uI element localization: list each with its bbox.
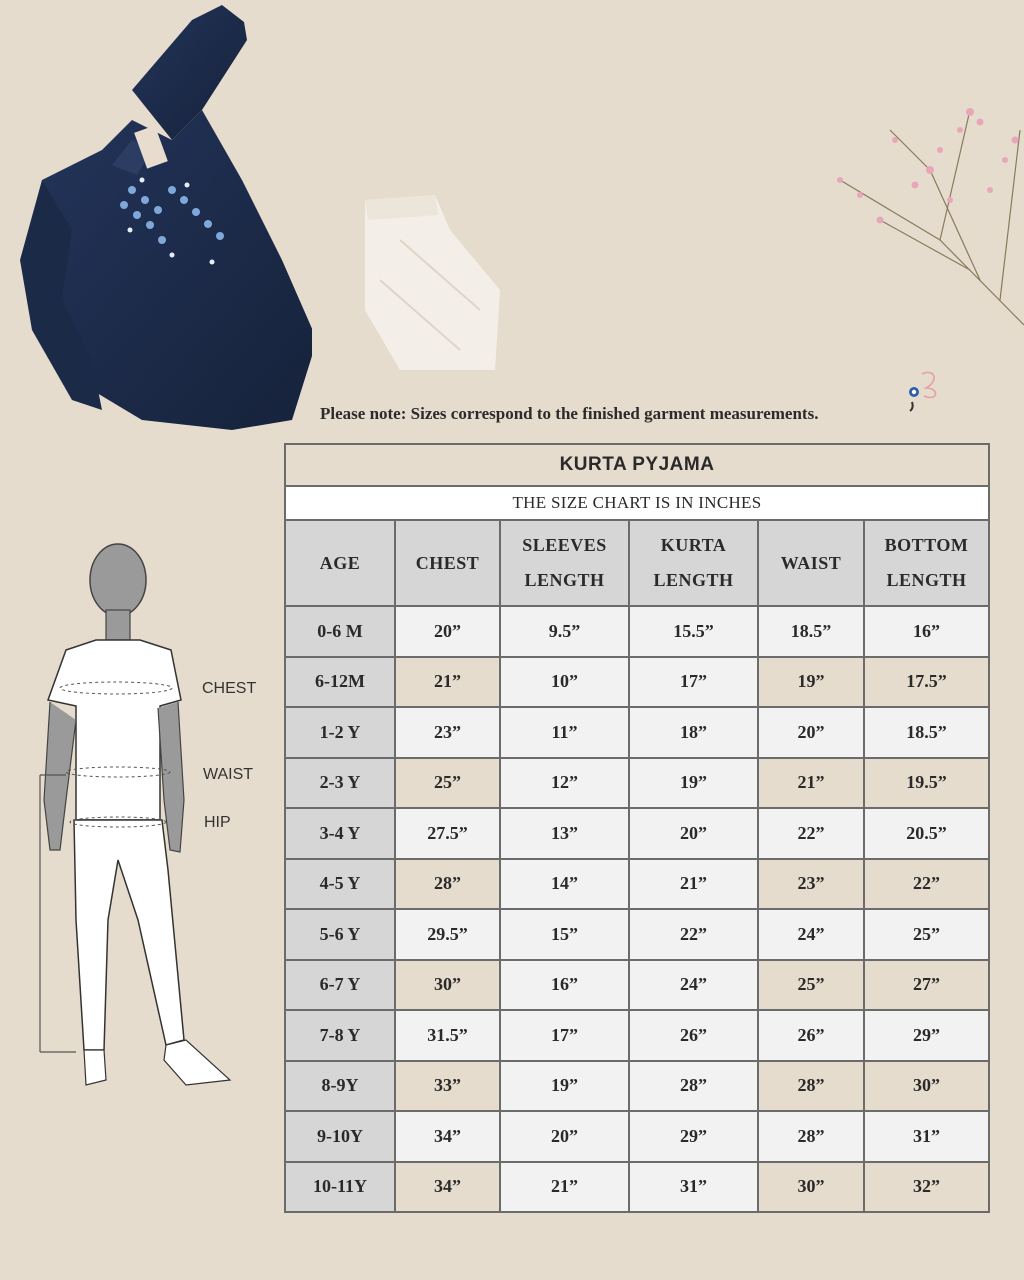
measurement-cell: 21” [758,758,864,809]
column-header [500,520,629,606]
age-cell: 7-8 Y [285,1010,395,1061]
table-header-row [285,520,989,606]
measurement-cell: 20.5” [864,808,989,859]
table-row [285,657,989,708]
measurement-cell: 11” [500,707,629,758]
measurement-cell: 33” [395,1061,500,1112]
measurement-cell: 18.5” [758,606,864,657]
table-row [285,859,989,910]
measurement-cell: 15” [500,909,629,960]
measurement-cell: 34” [395,1162,500,1213]
measurement-cell: 29” [629,1111,758,1162]
measurement-cell: 28” [629,1061,758,1112]
measurement-cell: 14” [500,859,629,910]
measurement-cell: 30” [864,1061,989,1112]
table-row [285,1061,989,1112]
column-header-line: SLEEVES [522,535,607,555]
column-header [629,520,758,606]
column-header-line: LENGTH [886,570,967,590]
measurement-cell: 16” [500,960,629,1011]
age-cell: 3-4 Y [285,808,395,859]
column-header [758,520,864,606]
age-cell: 5-6 Y [285,909,395,960]
column-header-line: WAIST [780,552,842,573]
measurement-cell: 28” [758,1111,864,1162]
measurement-cell: 15.5” [629,606,758,657]
measurement-cell: 24” [758,909,864,960]
table-row [285,960,989,1011]
measurement-cell: 20” [629,808,758,859]
measurement-cell: 32” [864,1162,989,1213]
measurement-cell: 28” [758,1061,864,1112]
measurement-cell: 34” [395,1111,500,1162]
measurement-cell: 17.5” [864,657,989,708]
measurement-cell: 17” [629,657,758,708]
measurement-cell: 9.5” [500,606,629,657]
table-row [285,606,989,657]
table-row [285,909,989,960]
table-row [285,1111,989,1162]
age-cell: 8-9Y [285,1061,395,1112]
age-cell: 4-5 Y [285,859,395,910]
measurement-cell: 19” [629,758,758,809]
measurement-cell: 26” [758,1010,864,1061]
measurement-cell: 31” [864,1111,989,1162]
measurement-cell: 12” [500,758,629,809]
measurement-cell: 19” [500,1061,629,1112]
measurement-cell: 22” [864,859,989,910]
measurement-cell: 20” [500,1111,629,1162]
measurement-cell: 18.5” [864,707,989,758]
measurement-cell: 19.5” [864,758,989,809]
age-cell: 2-3 Y [285,758,395,809]
column-header-line: LENGTH [524,570,605,590]
chest-label: CHEST [202,680,257,697]
table-row [285,758,989,809]
table-row [285,808,989,859]
measurement-cell: 30” [395,960,500,1011]
measurement-cell: 24” [629,960,758,1011]
table-row [285,1010,989,1061]
age-cell: 1-2 Y [285,707,395,758]
column-header-line: LENGTH [653,570,734,590]
measurement-cell: 29” [864,1010,989,1061]
measurement-cell: 19” [758,657,864,708]
table-subtitle: THE SIZE CHART IS IN INCHES [285,486,989,520]
age-cell: 10-11Y [285,1162,395,1213]
hip-label: HIP [204,814,231,831]
flower-branch-image [820,90,1024,340]
column-header [285,520,395,606]
kurta-image [12,0,312,430]
column-header-line: CHEST [415,552,480,573]
size-chart-table [284,443,990,1213]
measurement-cell: 21” [500,1162,629,1213]
age-cell: 6-12M [285,657,395,708]
waist-label: WAIST [203,766,254,783]
measurement-note: Please note: Sizes correspond to the finished garment measurements. [320,404,819,423]
age-cell: 0-6 M [285,606,395,657]
column-header-line: BOTTOM [884,535,969,555]
measurement-cell: 20” [395,606,500,657]
table-row [285,1162,989,1213]
measurement-cell: 22” [629,909,758,960]
measurement-cell: 25” [864,909,989,960]
measurement-cell: 27.5” [395,808,500,859]
table-title: KURTA PYJAMA [285,444,989,486]
pyjama-image [340,190,510,380]
measurement-cell: 23” [395,707,500,758]
column-header [395,520,500,606]
measurement-cell: 16” [864,606,989,657]
measurement-cell: 25” [395,758,500,809]
measurement-cell: 23” [758,859,864,910]
measurement-cell: 28” [395,859,500,910]
measurement-cell: 18” [629,707,758,758]
measurement-cell: 31” [629,1162,758,1213]
measurement-cell: 21” [395,657,500,708]
age-cell: 9-10Y [285,1111,395,1162]
butterfly-logo-icon [904,368,944,412]
measurement-cell: 27” [864,960,989,1011]
table-body [285,606,989,1212]
measurement-cell: 20” [758,707,864,758]
column-header-line: AGE [319,552,361,573]
measurement-cell: 22” [758,808,864,859]
column-header-line: KURTA [660,535,727,555]
measurement-cell: 31.5” [395,1010,500,1061]
measurement-cell: 26” [629,1010,758,1061]
measurement-cell: 25” [758,960,864,1011]
measurement-cell: 17” [500,1010,629,1061]
measurement-cell: 13” [500,808,629,859]
measurement-cell: 30” [758,1162,864,1213]
table-row [285,707,989,758]
measurement-cell: 21” [629,859,758,910]
age-cell: 6-7 Y [285,960,395,1011]
measurement-cell: 10” [500,657,629,708]
column-header [864,520,989,606]
measurement-cell: 29.5” [395,909,500,960]
